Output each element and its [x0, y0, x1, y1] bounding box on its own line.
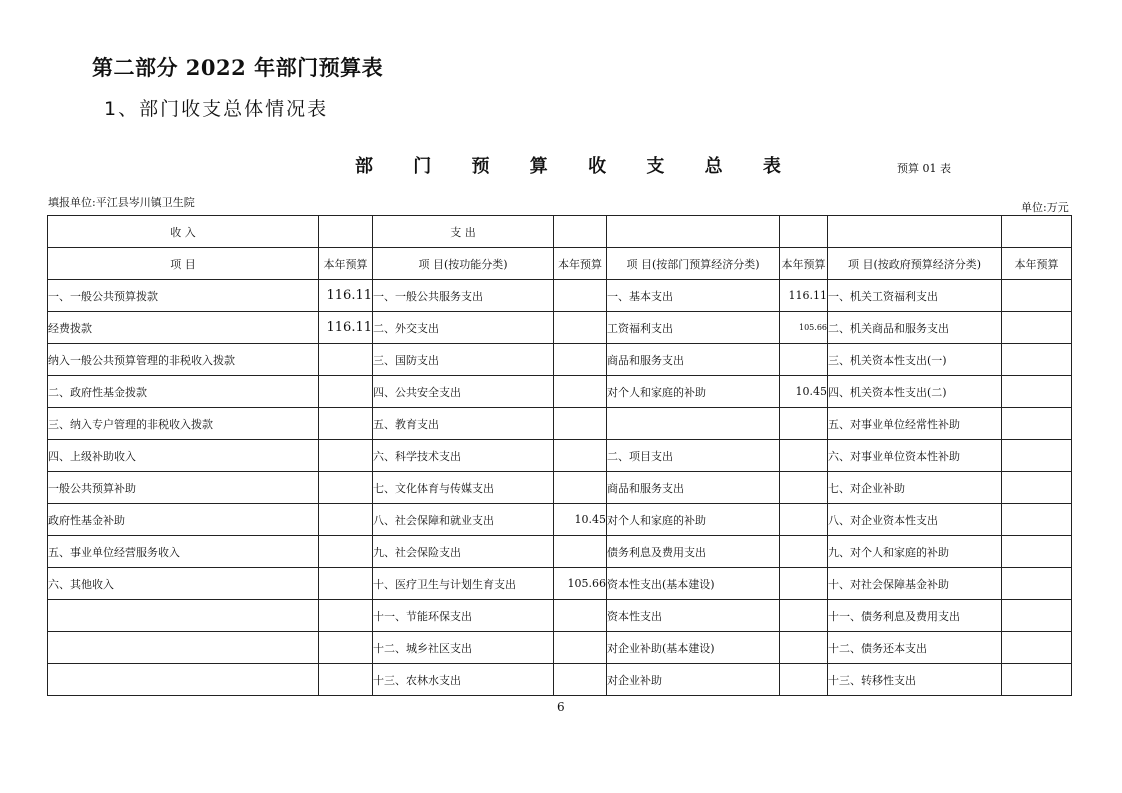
gov-econ-value	[1002, 280, 1072, 312]
header-empty	[319, 216, 373, 248]
func-item: 九、社会保险支出	[373, 536, 554, 568]
filing-unit: 填报单位:平江县岑川镇卫生院	[48, 196, 195, 209]
page-number: 6	[557, 700, 565, 714]
income-item: 一般公共预算补助	[48, 472, 319, 504]
dept-econ-item: 工资福利支出	[607, 312, 780, 344]
income-value: 116.11	[319, 312, 373, 344]
dept-econ-value	[780, 504, 828, 536]
table-row	[48, 536, 1072, 568]
income-item: 四、上级补助收入	[48, 440, 319, 472]
func-value	[554, 408, 607, 440]
income-value	[319, 536, 373, 568]
func-item: 十三、农林水支出	[373, 664, 554, 696]
gov-econ-item: 二、机关商品和服务支出	[828, 312, 1002, 344]
table-title: 部 门 预 算 收 支 总 表	[355, 156, 798, 177]
dept-econ-value: 116.11	[780, 280, 828, 312]
gov-econ-value	[1002, 600, 1072, 632]
func-item-header: 项 目(按功能分类)	[373, 248, 554, 280]
table-row	[48, 408, 1072, 440]
gov-econ-value	[1002, 504, 1072, 536]
header-row-groups	[48, 216, 1072, 248]
table-row	[48, 600, 1072, 632]
func-item: 一、一般公共服务支出	[373, 280, 554, 312]
gov-econ-value	[1002, 472, 1072, 504]
currency-unit: 单位:万元	[1021, 201, 1069, 214]
dept-econ-item	[607, 408, 780, 440]
header-empty	[607, 216, 780, 248]
income-value	[319, 440, 373, 472]
income-budget-header: 本年预算	[319, 248, 373, 280]
gov-econ-value	[1002, 408, 1072, 440]
gov-econ-value	[1002, 568, 1072, 600]
dept-econ-value	[780, 664, 828, 696]
table-row	[48, 472, 1072, 504]
dept-econ-item: 对个人和家庭的补助	[607, 504, 780, 536]
header-empty	[780, 216, 828, 248]
income-value	[319, 632, 373, 664]
func-budget-header: 本年预算	[554, 248, 607, 280]
func-value	[554, 472, 607, 504]
income-item: 六、其他收入	[48, 568, 319, 600]
gov-econ-item-header: 项 目(按政府预算经济分类)	[828, 248, 1002, 280]
table-row	[48, 440, 1072, 472]
budget-table	[47, 215, 1072, 696]
income-item	[48, 664, 319, 696]
gov-econ-budget-header: 本年预算	[1002, 248, 1072, 280]
income-item	[48, 632, 319, 664]
header-empty	[828, 216, 1002, 248]
income-item: 二、政府性基金拨款	[48, 376, 319, 408]
dept-econ-value	[780, 408, 828, 440]
header-empty	[554, 216, 607, 248]
dept-econ-value	[780, 536, 828, 568]
func-item: 十一、节能环保支出	[373, 600, 554, 632]
dept-econ-item: 一、基本支出	[607, 280, 780, 312]
header-empty	[1002, 216, 1072, 248]
gov-econ-item: 十一、债务利息及费用支出	[828, 600, 1002, 632]
table-row	[48, 664, 1072, 696]
income-item: 一、一般公共预算拨款	[48, 280, 319, 312]
func-value	[554, 440, 607, 472]
dept-econ-item: 对企业补助	[607, 664, 780, 696]
func-item: 十二、城乡社区支出	[373, 632, 554, 664]
gov-econ-item: 一、机关工资福利支出	[828, 280, 1002, 312]
func-item: 五、教育支出	[373, 408, 554, 440]
dept-econ-item: 商品和服务支出	[607, 344, 780, 376]
dept-econ-budget-header: 本年预算	[780, 248, 828, 280]
dept-econ-value: 10.45	[780, 376, 828, 408]
gov-econ-item: 七、对企业补助	[828, 472, 1002, 504]
gov-econ-item: 四、机关资本性支出(二)	[828, 376, 1002, 408]
func-value	[554, 376, 607, 408]
income-item	[48, 600, 319, 632]
func-value: 105.66	[554, 568, 607, 600]
dept-econ-item: 债务利息及费用支出	[607, 536, 780, 568]
func-item: 七、文化体育与传媒支出	[373, 472, 554, 504]
func-value	[554, 344, 607, 376]
gov-econ-value	[1002, 376, 1072, 408]
gov-econ-item: 六、对事业单位资本性补助	[828, 440, 1002, 472]
dept-econ-item: 二、项目支出	[607, 440, 780, 472]
dept-econ-value: 105.66	[780, 312, 828, 344]
func-value	[554, 312, 607, 344]
dept-econ-value	[780, 568, 828, 600]
func-item: 六、科学技术支出	[373, 440, 554, 472]
income-item: 政府性基金补助	[48, 504, 319, 536]
table-row	[48, 280, 1072, 312]
func-item: 二、外交支出	[373, 312, 554, 344]
dept-econ-item: 资本性支出(基本建设)	[607, 568, 780, 600]
income-value	[319, 408, 373, 440]
func-value: 10.45	[554, 504, 607, 536]
dept-econ-value	[780, 472, 828, 504]
gov-econ-value	[1002, 632, 1072, 664]
income-value	[319, 376, 373, 408]
gov-econ-value	[1002, 344, 1072, 376]
gov-econ-value	[1002, 312, 1072, 344]
gov-econ-value	[1002, 536, 1072, 568]
dept-econ-item: 商品和服务支出	[607, 472, 780, 504]
gov-econ-value	[1002, 440, 1072, 472]
gov-econ-item: 十三、转移性支出	[828, 664, 1002, 696]
func-item: 三、国防支出	[373, 344, 554, 376]
income-item: 五、事业单位经营服务收入	[48, 536, 319, 568]
func-value	[554, 664, 607, 696]
table-row	[48, 568, 1072, 600]
dept-econ-value	[780, 440, 828, 472]
table-row	[48, 632, 1072, 664]
dept-econ-item: 对个人和家庭的补助	[607, 376, 780, 408]
dept-econ-item: 对企业补助(基本建设)	[607, 632, 780, 664]
gov-econ-item: 十、对社会保障基金补助	[828, 568, 1002, 600]
income-item: 经费拨款	[48, 312, 319, 344]
table-row	[48, 344, 1072, 376]
func-value	[554, 600, 607, 632]
gov-econ-item: 三、机关资本性支出(一)	[828, 344, 1002, 376]
table-row	[48, 376, 1072, 408]
func-item: 四、公共安全支出	[373, 376, 554, 408]
table-row	[48, 504, 1072, 536]
income-value	[319, 344, 373, 376]
income-value	[319, 568, 373, 600]
gov-econ-item: 八、对企业资本性支出	[828, 504, 1002, 536]
func-value	[554, 536, 607, 568]
table-row	[48, 312, 1072, 344]
income-item: 纳入一般公共预算管理的非税收入拨款	[48, 344, 319, 376]
income-value: 116.11	[319, 280, 373, 312]
dept-econ-value	[780, 632, 828, 664]
expense-group-header: 支 出	[373, 216, 554, 248]
dept-econ-item: 资本性支出	[607, 600, 780, 632]
func-item: 十、医疗卫生与计划生育支出	[373, 568, 554, 600]
income-value	[319, 600, 373, 632]
gov-econ-value	[1002, 664, 1072, 696]
dept-econ-value	[780, 344, 828, 376]
income-value	[319, 472, 373, 504]
income-value	[319, 504, 373, 536]
dept-econ-value	[780, 600, 828, 632]
income-group-header: 收 入	[48, 216, 319, 248]
dept-econ-item-header: 项 目(按部门预算经济分类)	[607, 248, 780, 280]
part-heading: 第二部分 2022 年部门预算表	[92, 55, 384, 80]
table-number: 预算 01 表	[897, 162, 951, 175]
header-row-columns	[48, 248, 1072, 280]
gov-econ-item: 十二、债务还本支出	[828, 632, 1002, 664]
func-item: 八、社会保障和就业支出	[373, 504, 554, 536]
section-heading: 1、部门收支总体情况表	[104, 98, 329, 120]
func-value	[554, 280, 607, 312]
gov-econ-item: 九、对个人和家庭的补助	[828, 536, 1002, 568]
func-value	[554, 632, 607, 664]
income-value	[319, 664, 373, 696]
income-item-header: 项 目	[48, 248, 319, 280]
gov-econ-item: 五、对事业单位经常性补助	[828, 408, 1002, 440]
income-item: 三、纳入专户管理的非税收入拨款	[48, 408, 319, 440]
